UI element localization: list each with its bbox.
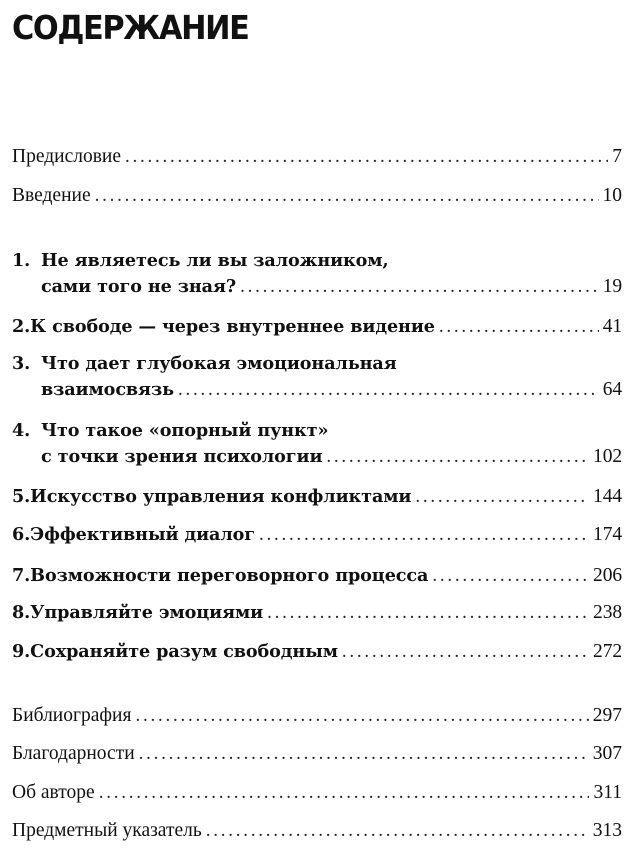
toc-chapter-6[interactable]	[12, 522, 622, 548]
toc-chapter-8[interactable]	[12, 600, 622, 626]
toc-chapter-1[interactable]	[12, 248, 622, 300]
page-number: 297	[592, 705, 622, 726]
chapter-number: 6.	[12, 524, 31, 545]
chapter-number: 2.	[12, 316, 31, 337]
chapter-title: Искусство управления конфликтами	[30, 486, 412, 507]
page-number: 144	[593, 486, 622, 507]
toc-chapter-3[interactable]	[12, 351, 622, 403]
chapter-title: Управляйте эмоциями	[30, 602, 264, 623]
entry-title: Введение	[12, 185, 91, 206]
chapter-title: К свободе — через внутреннее видение	[30, 316, 435, 337]
page-number: 272	[593, 641, 622, 662]
dot-leader	[267, 600, 589, 626]
page-number: 19	[602, 276, 622, 297]
page-number: 238	[593, 602, 622, 623]
toc-entry-about-author[interactable]	[12, 780, 622, 806]
chapter-number: 5.	[12, 486, 31, 507]
page-number: 311	[593, 782, 622, 803]
chapter-number: 9.	[12, 641, 31, 662]
dot-leader	[240, 274, 599, 300]
page-number: 174	[593, 524, 622, 545]
chapter-title-line2: взаимосвязь	[41, 379, 174, 400]
dot-leader	[178, 377, 599, 403]
chapter-title-line1: Что дает глубокая эмоциональная	[41, 353, 397, 374]
toc-entry-index[interactable]	[12, 818, 622, 844]
chapter-number: 8.	[12, 602, 31, 623]
chapter-number: 4.	[12, 420, 31, 441]
dot-leader	[342, 639, 589, 665]
entry-title: Предисловие	[12, 146, 122, 167]
toc-entry-preface[interactable]	[12, 144, 622, 170]
entry-title: Об авторе	[12, 782, 95, 803]
page-number: 313	[592, 820, 622, 841]
page-number: 102	[593, 446, 622, 467]
dot-leader	[99, 780, 590, 806]
toc-chapter-5[interactable]	[12, 484, 622, 510]
page-number: 41	[602, 316, 622, 337]
chapter-title: Возможности переговорного процесса	[30, 565, 429, 586]
chapter-number: 1.	[12, 250, 31, 271]
chapter-title-line1: Что такое «опорный пункт»	[41, 420, 329, 441]
dot-leader	[259, 522, 589, 548]
page-number: 307	[592, 743, 622, 764]
toc-chapter-4[interactable]	[12, 418, 622, 470]
toc-chapter-2[interactable]	[12, 314, 622, 340]
toc-chapter-9[interactable]	[12, 639, 622, 665]
chapter-title-line2: сами того не зная?	[41, 276, 237, 297]
dot-leader	[439, 314, 599, 340]
dot-leader	[326, 444, 589, 470]
chapter-title-line2: с точки зрения психологии	[41, 446, 323, 467]
dot-leader	[95, 183, 599, 209]
dot-leader	[415, 484, 589, 510]
page-number: 206	[593, 565, 622, 586]
page-number: 7	[612, 146, 622, 167]
toc-entry-bibliography[interactable]	[12, 703, 622, 729]
page-title: СОДЕРЖАНИЕ	[12, 8, 249, 47]
chapter-title: Эффективный диалог	[30, 524, 255, 545]
entry-title: Благодарности	[12, 743, 135, 764]
dot-leader	[206, 818, 589, 844]
entry-title: Библиография	[12, 705, 132, 726]
entry-title: Предметный указатель	[12, 820, 202, 841]
dot-leader	[432, 563, 589, 589]
toc-chapter-7[interactable]	[12, 563, 622, 589]
chapter-title: Сохраняйте разум свободным	[30, 641, 338, 662]
dot-leader	[139, 741, 589, 767]
page-number: 64	[602, 379, 622, 400]
dot-leader	[135, 703, 588, 729]
chapter-title-line1: Не являетесь ли вы заложником,	[41, 250, 389, 271]
chapter-number: 7.	[12, 565, 31, 586]
toc-entry-acknowledgements[interactable]	[12, 741, 622, 767]
chapter-number: 3.	[12, 353, 31, 374]
dot-leader	[125, 144, 608, 170]
toc-entry-introduction[interactable]	[12, 183, 622, 209]
page-number: 10	[602, 185, 622, 206]
